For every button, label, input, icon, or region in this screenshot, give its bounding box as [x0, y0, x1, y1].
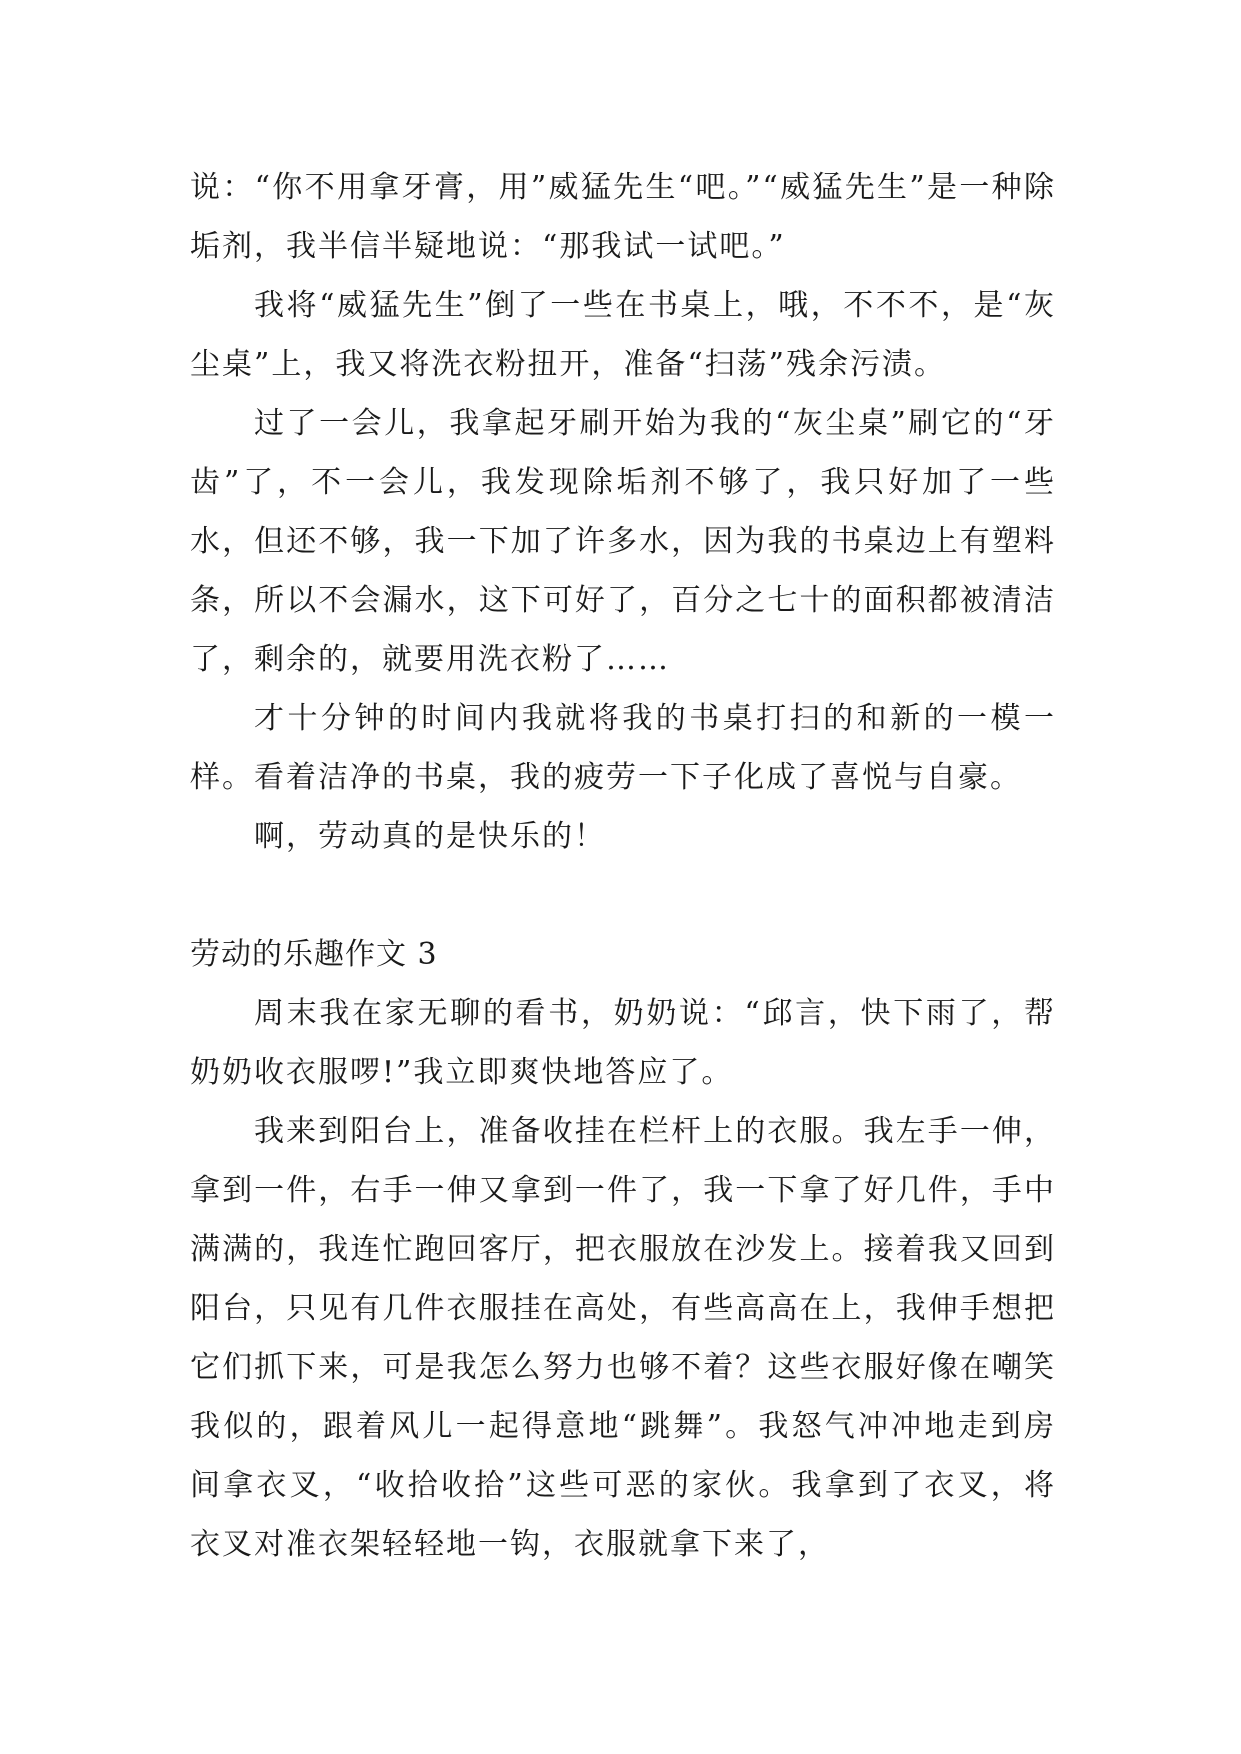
- paragraph: 啊，劳动真的是快乐的！: [254, 819, 606, 854]
- paragraph: 说：“你不用拿牙膏，用”威猛先生“吧。”“威猛先生”是一种除垢剂，我半信半疑地说：“那我试一试吧。”: [190, 170, 1056, 264]
- paragraph: 周末我在家无聊的看书，奶奶说：“邱言，快下雨了，帮奶奶收衣服啰!”我立即爽快地答应了。: [190, 996, 1056, 1090]
- paragraph: 过了一会儿，我拿起牙刷开始为我的“灰尘桌”刷它的“牙齿”了，不一会儿，我发现除垢剂不够了，我只好加了一些水，但还不够，我一下加了许多水，因为我的书桌边上有塑料条，所以不会漏水，这下可好了，百分之七十的面积都被清洁了，剩余的，就要用洗衣粉了……: [190, 406, 1056, 677]
- paragraph: 我来到阳台上，准备收挂在栏杆上的衣服。我左手一伸，拿到一件，右手一伸又拿到一件了，我一下拿了好几件，手中满满的，我连忙跑回客厅，把衣服放在沙发上。接着我又回到阳台，只见有几件衣服挂在高处，有些高高在上，我伸手想把它们抓下来，可是我怎么努力也够不着？这些衣服好像在嘲笑我似的，跟着风儿一起得意地“跳舞”。我怒气冲冲地走到房间拿衣叉，“收拾收拾”这些可恶的家伙。我拿到了衣叉，将衣叉对准衣架轻轻地一钩，衣服就拿下来了，: [190, 1114, 1056, 1562]
- document-body: [190, 158, 1056, 1574]
- paragraph: 我将“威猛先生”倒了一些在书桌上，哦，不不不，是“灰尘桌”上，我又将洗衣粉扭开，准备“扫荡”残余污渍。: [190, 288, 1056, 382]
- section-title: 劳动的乐趣作文 3: [190, 937, 438, 972]
- paragraph: 才十分钟的时间内我就将我的书桌打扫的和新的一模一样。看着洁净的书桌，我的疲劳一下子化成了喜悦与自豪。: [190, 701, 1056, 795]
